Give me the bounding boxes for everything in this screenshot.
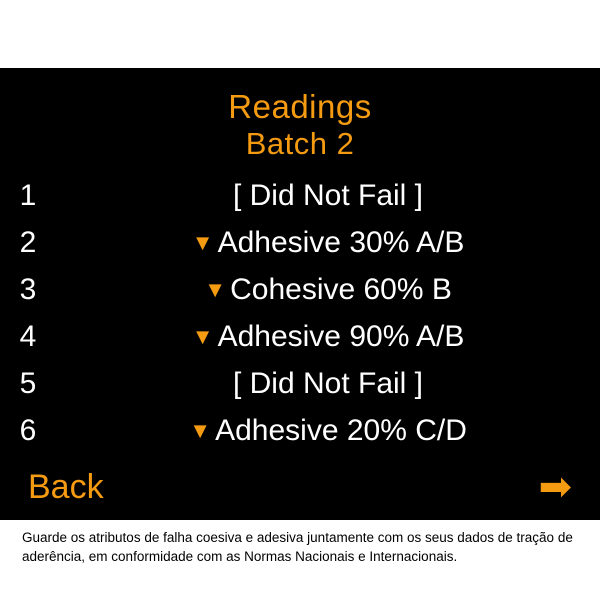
down-triangle-icon: ▼ (191, 323, 214, 349)
list-item[interactable] (0, 172, 600, 219)
reading-value: Adhesive 90% A/B (217, 320, 465, 353)
right-arrow-icon[interactable]: ➡ (538, 465, 572, 509)
reading-body (56, 313, 600, 360)
reading-index: 1 (19, 179, 37, 212)
page-subtitle: Batch 2 (245, 126, 355, 161)
reading-index: 6 (19, 414, 37, 447)
screen-footer (0, 454, 600, 520)
list-item[interactable] (0, 407, 600, 454)
reading-index: 4 (19, 320, 37, 353)
list-item[interactable] (0, 219, 600, 266)
reading-body (56, 219, 600, 266)
reading-body (56, 266, 600, 313)
down-triangle-icon: ▼ (191, 229, 214, 255)
reading-value: [ Did Not Fail ] (232, 179, 424, 212)
top-white-band (0, 0, 600, 68)
list-item[interactable] (0, 313, 600, 360)
reading-value: Adhesive 20% C/D (215, 414, 467, 447)
down-triangle-icon: ▼ (204, 276, 226, 302)
list-item[interactable] (0, 266, 600, 313)
reading-value: Cohesive 60% B (230, 273, 452, 306)
readings-list (0, 172, 600, 454)
reading-value: [ Did Not Fail ] (232, 367, 424, 400)
reading-index: 3 (19, 273, 37, 306)
caption-text: Guarde os atributos de falha coesiva e adesiva juntamente com os seus dados de tração de aderência, em conformidade com as Normas Nacionais e Internacionais. (0, 520, 600, 600)
reading-value: Adhesive 30% A/B (217, 226, 465, 259)
device-screen (0, 68, 600, 520)
reading-index: 2 (19, 226, 37, 259)
reading-body (56, 360, 600, 407)
back-button[interactable]: Back (28, 468, 104, 506)
down-triangle-icon: ▼ (189, 417, 211, 443)
reading-body (56, 407, 600, 454)
page-title: Readings (228, 88, 372, 125)
reading-body (56, 172, 600, 219)
list-item[interactable] (0, 360, 600, 407)
reading-index: 5 (19, 367, 37, 400)
